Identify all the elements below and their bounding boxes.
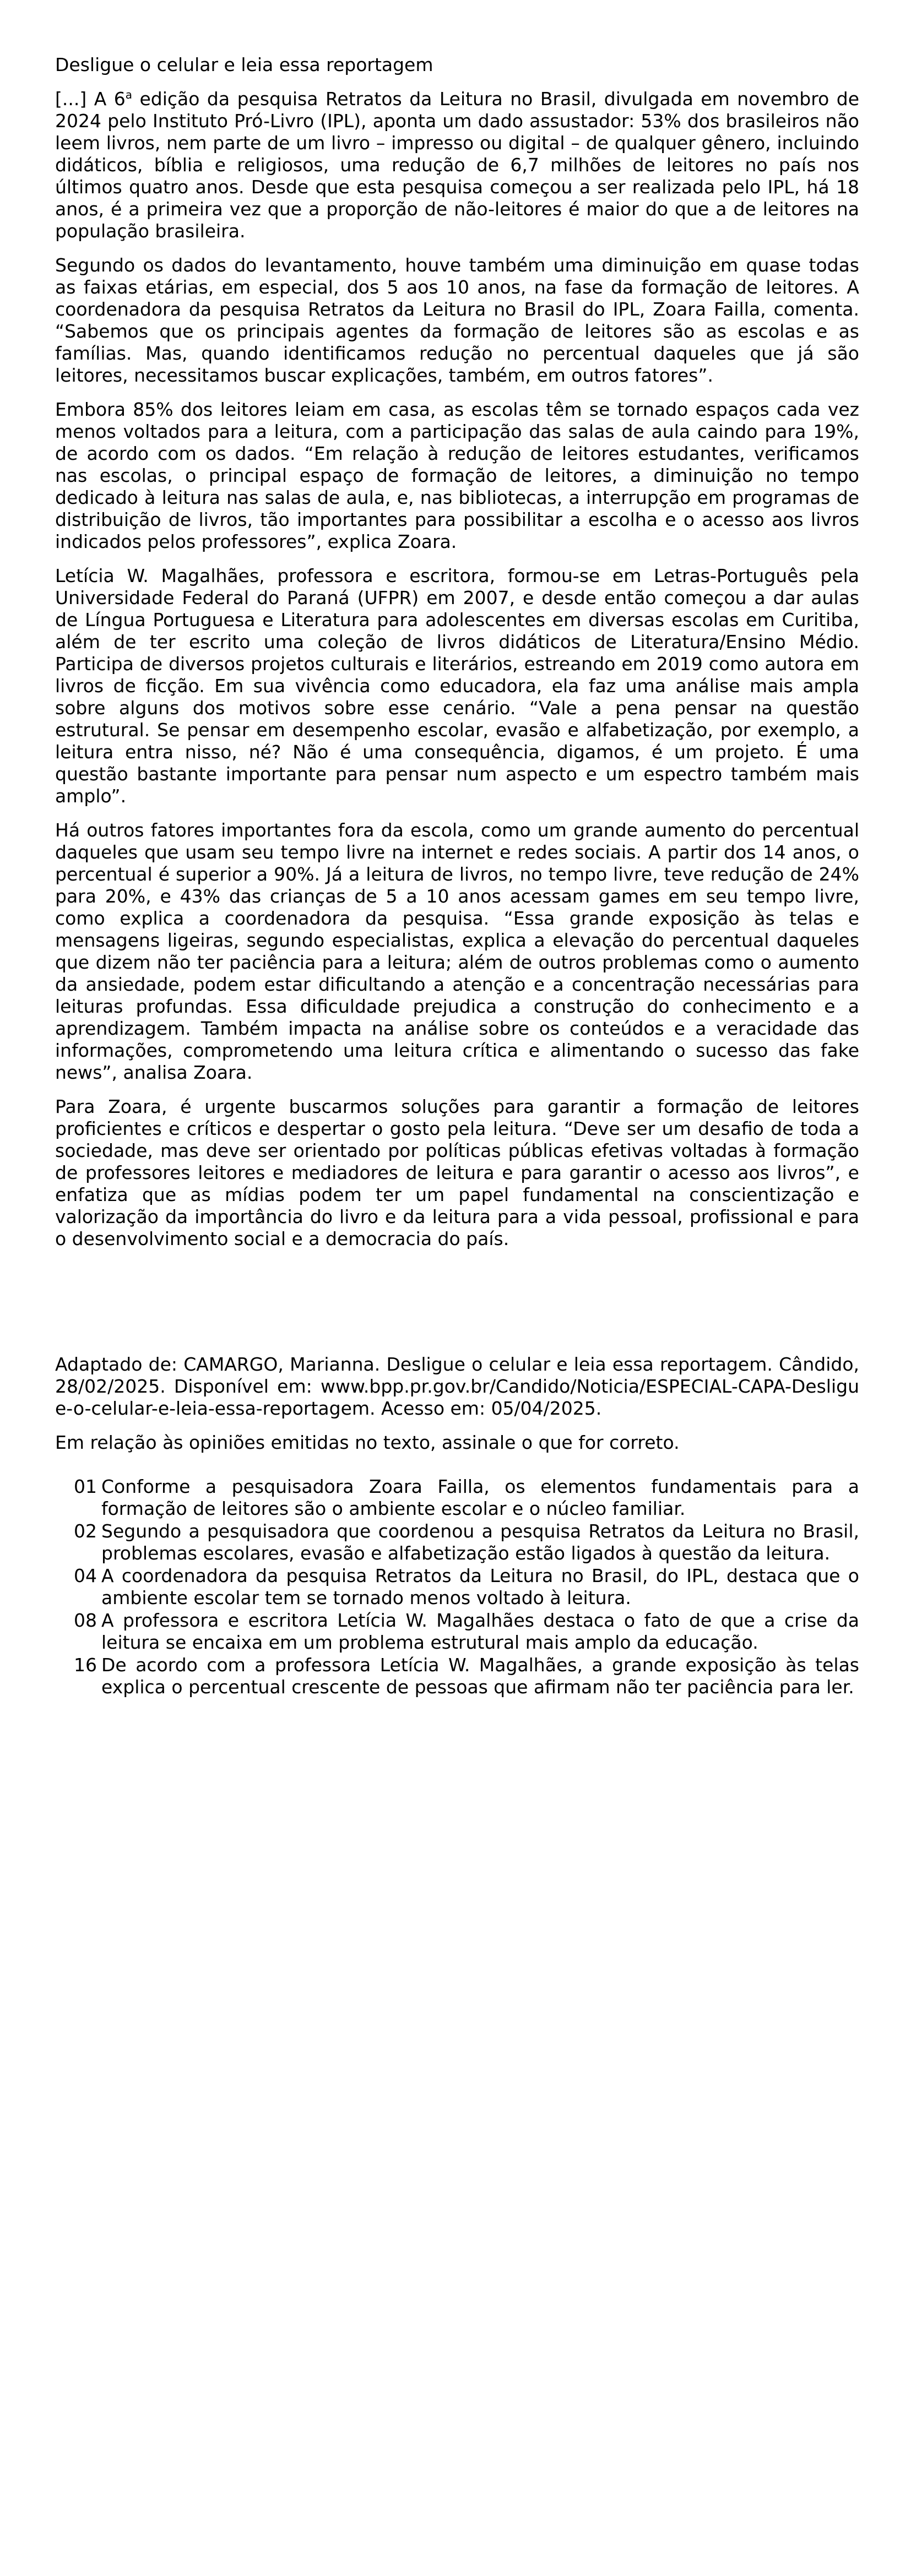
answer-option-02 — [55, 1520, 859, 1564]
question-prompt: Em relação às opiniões emitidas no texto, assinale o que for correto. — [55, 1432, 680, 1453]
option-number: 04 — [74, 1565, 97, 1586]
option-text: A professora e escritora Letícia W. Magalhães destaca o fato de que a crise da leitura se encaixa em um problema estrutural mais amplo da educação. — [101, 1610, 859, 1653]
option-number: 08 — [74, 1610, 97, 1631]
article-paragraph-2: Segundo os dados do levantamento, houve também uma diminuição em quase todas as faixas etárias, em especial, dos 5 aos 10 anos, na fase da formação de leitores. A coordenadora da pesquisa Retratos da Leitura no Brasil do IPL, Zoara Failla, comenta. “Sabemos que os principais agentes da formação de leitores são as escolas e as famílias. Mas, quando identificamos redução no percentual daqueles que já são leitores, necessitamos buscar explicações, também, em outros fatores”. — [55, 254, 859, 386]
answer-option-01 — [55, 1476, 859, 1520]
source-citation: Adaptado de: CAMARGO, Marianna. Desligue o celular e leia essa reportagem. Cândido, 28/02/2025. Disponível em: www.bpp.pr.gov.br/Candido/Noticia/ESPECIAL-CAPA-Desligue-o-celular-e-leia-essa-reportagem. Acesso em: 05/04/2025. — [55, 1354, 859, 1419]
paragraph-1-rest: edição da pesquisa Retratos da Leitura no Brasil, divulgada em novembro de 2024 pelo Instituto Pró-Livro (IPL), aponta um dado assustador: 53% dos brasileiros não leem livros, nem parte de um livro – impresso ou digital – de qualquer gênero, incluindo didáticos, bíblia e religiosos, uma redução de 6,7 milhões de leitores no país nos últimos quatro anos. Desde que esta pesquisa começou a ser realizada pelo IPL, há 18 anos, é a primeira vez que a proporção de não-leitores é maior do que a de leitores na população brasileira. — [55, 88, 859, 242]
answer-option-16 — [55, 1654, 859, 1698]
article-title: Desligue o celular e leia essa reportagem — [55, 54, 433, 75]
option-number: 16 — [74, 1654, 97, 1676]
article-paragraph-5: Há outros fatores importantes fora da escola, como um grande aumento do percentual daqueles que usam seu tempo livre na internet e redes sociais. A partir dos 14 anos, o percentual é superior a 90%. Já a leitura de livros, no tempo livre, teve redução de 24% para 20%, e 43% das crianças de 5 a 10 anos acessam games em seu tempo livre, como explica a coordenadora da pesquisa. “Essa grande exposição às telas e mensagens ligeiras, segundo especialistas, explica a elevação do percentual daqueles que dizem não ter paciência para a leitura; além de outros problemas como o aumento da ansiedade, podem estar dificultando a atenção e a concentração necessárias para leituras profundas. Essa dificuldade prejudica a construção do conhecimento e a aprendizagem. Também impacta na análise sobre os conteúdos e a veracidade das informações, comprometendo uma leitura crítica e alimentando o sucesso das fake news”, analisa Zoara. — [55, 819, 859, 1083]
article-paragraph-1 — [55, 88, 859, 242]
option-text: Segundo a pesquisadora que coordenou a pesquisa Retratos da Leitura no Brasil, problemas escolares, evasão e alfabetização estão ligados à questão da leitura. — [101, 1520, 859, 1564]
document-page — [55, 54, 859, 1699]
section-spacer — [55, 1262, 859, 1354]
ordinal-superscript: a — [125, 88, 133, 101]
option-text: Conforme a pesquisadora Zoara Failla, os elementos fundamentais para a formação de leitores são o ambiente escolar e o núcleo familiar. — [101, 1476, 859, 1519]
answer-options — [55, 1476, 859, 1698]
article-paragraph-6: Para Zoara, é urgente buscarmos soluções para garantir a formação de leitores proficientes e críticos e despertar o gosto pela leitura. “Deve ser um desafio de toda a sociedade, mas deve ser orientado por políticas públicas efetivas voltadas à formação de professores leitores e mediadores de leitura e para garantir o acesso aos livros”, e enfatiza que as mídias podem ter um papel fundamental na conscientização e valorização da importância do livro e da leitura para a vida pessoal, profissional e para o desenvolvimento social e a democracia do país. — [55, 1096, 859, 1249]
option-number: 02 — [74, 1520, 97, 1542]
answer-option-04 — [55, 1565, 859, 1609]
article-paragraph-3: Embora 85% dos leitores leiam em casa, as escolas têm se tornado espaços cada vez menos voltados para a leitura, com a participação das salas de aula caindo para 19%, de acordo com os dados. “Em relação à redução de leitores estudantes, verificamos nas escolas, o principal espaço de formação de leitores, a diminuição no tempo dedicado à leitura nas salas de aula, e, nas bibliotecas, a interrupção em programas de distribuição de livros, tão importantes para possibilitar a escolha e o acesso aos livros indicados pelos professores”, explica Zoara. — [55, 399, 859, 552]
answer-option-08 — [55, 1610, 859, 1654]
option-text: A coordenadora da pesquisa Retratos da Leitura no Brasil, do IPL, destaca que o ambiente escolar tem se tornado menos voltado à leitura. — [101, 1565, 859, 1608]
article-paragraph-4: Letícia W. Magalhães, professora e escritora, formou-se em Letras-Português pela Universidade Federal do Paraná (UFPR) em 2007, e desde então começou a dar aulas de Língua Portuguesa e Literatura para adolescentes em diversas escolas em Curitiba, além de ter escrito uma coleção de livros didáticos de Literatura/Ensino Médio. Participa de diversos projetos culturais e literários, estreando em 2019 como autora em livros de ficção. Em sua vivência como educadora, ela faz uma análise mais ampla sobre alguns dos motivos sobre esse cenário. “Vale a pena pensar na questão estrutural. Se pensar em desempenho escolar, evasão e alfabetização, por exemplo, a leitura entra nisso, né? Não é uma consequência, digamos, é um projeto. É uma questão bastante importante para pensar num aspecto e um espectro também mais amplo”. — [55, 565, 859, 807]
option-number: 01 — [74, 1476, 97, 1497]
option-text: De acordo com a professora Letícia W. Magalhães, a grande exposição às telas explica o percentual crescente de pessoas que afirmam não ter paciência para ler. — [101, 1654, 859, 1698]
paragraph-1-start: [...] A 6 — [55, 88, 126, 110]
